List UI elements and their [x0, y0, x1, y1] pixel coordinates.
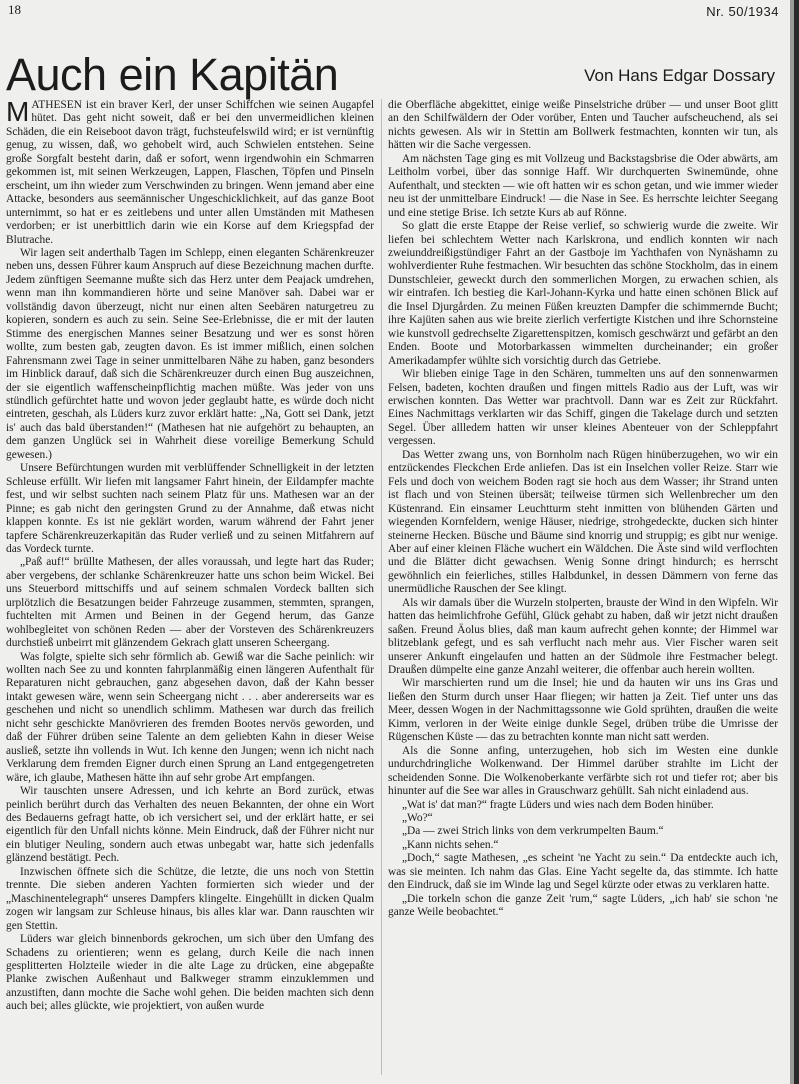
column-divider [381, 99, 382, 1075]
paragraph [6, 99, 374, 247]
paragraph: Wir blieben einige Tage in den Schären, tummelten uns auf den sonnenwarmen Felsen, badeten, kochten draußen und fingen mittels Radio aus der Luft, was wir erwischen konnten. Das Wetter war prachtvoll. Dann war es Zeit zur Rückfahrt. Eines Nachmittags verklarten wir das Schiff, gingen die Takelage durch und setzten Segel. Über allledem hatten wir unser kleines Abenteuer von der Schleppfahrt vergessen. [388, 368, 778, 448]
article-byline: Von Hans Edgar Dossary [584, 66, 775, 85]
paragraph: „Doch,“ sagte Mathesen, „es scheint 'ne Yacht zu sein.“ Da entdeckte auch ich, was sie meinten. Ich nahm das Glas. Eine Yacht segelte da, das stimmte. Ich hatte den Eindruck, daß sie im Winde lag und Segel kürzte oder etwas zu verklaren hatte. [388, 852, 778, 892]
paragraph: Wir marschierten rund um die Insel; hie und da hauten wir uns ins Gras und ließen den Sturm durch unser Haar fliegen; wir hatten ja Zeit. Tief unter uns das Meer, dessen Wogen in der Nachmittagssonne wie Gold sprühten, draußen die weite Kimm, verloren in der Weite einige dunkle Segel, drüben trübe die Umrisse der Rügenschen Küste — das zu betrachten konnte man nicht satt werden. [388, 677, 778, 744]
page-number: 18 [8, 2, 21, 17]
paragraph: „Da — zwei Strich links von dem verkrumpelten Baum.“ [402, 825, 664, 838]
paragraph: Unsere Befürchtungen wurden mit verblüffender Schnelligkeit in der letzten Schleuse erfüllt. Wir liefen mit langsamer Fahrt hinein, der Eildampfer machte fest, und wir selbst suchten nach seinem Platz für uns. Mathesen war an der Pinne; es gab nicht den geringsten Grund zu der Annahme, daß etwas nicht klappen konnte. Es ist nie geklärt worden, warum während der Fahrt jener tapfere Schärenkreuzerkapitän das Ruder verließ und zu seinen Mitfahrern auf das Vordeck turnte. [6, 462, 374, 555]
paragraph: „Paß auf!“ brüllte Mathesen, der alles voraussah, und legte hart das Ruder; aber vergebens, der schlanke Schärenkreuzer hatte uns schon beim Wickel. Bei uns Steuerbord mittschiffs und auf seinem schmalen Vordeck ballten sich urplötzlich die Besatzungen beider Fahrzeuge zusammen, stemmten, sprangen, fuchtelten mit Armen und Beinen in der Gegend herum, das Ganze wohlbegleitet von schönen Reden — aber der Vorsteven des Schärenkreuzers durchstieß unbeirrt mit glänzendem Gekrach glatt unseren Scheergang. [6, 556, 374, 650]
issue-number: Nr. 50/1934 [706, 4, 779, 19]
right-column [388, 99, 778, 1077]
paragraph: Inzwischen öffnete sich die Schütze, die letzte, die uns noch von Stettin trennte. Die sieben anderen Yachten formierten sich wieder und der „Maschinentelegraph“ unseres Dampfers klingelte. Eingehüllt in dicken Qualm zogen wir langsam zur Schleuse hinaus, bis alles klar war. Dann rauschten wir gen Stettin. [6, 865, 374, 932]
paragraph: Das Wetter zwang uns, von Bornholm nach Rügen hinüberzugehen, wo wir ein entzückendes Fleckchen Erde anliefen. Das ist ein Inselchen voller Reize. Starr wie Fels und doch von weichem Boden ragt sie hoch aus dem Wasser; ihr Strand unten ist flach und von Steinen übersät; teilweise türmen sich Wellenbrecher um den Küstenrand. Ein einsamer Leuchtturm steht inmitten von blühenden Gärten und wiegenden Kornfeldern, wenige Häuser, niedrige, strohgedeckte, ducken sich hinter steinerne Hecken. Büsche und Bäume sind knorrig und struppig; es gibt nur wenige. Aber auf einer kleinen Fläche wuchert ein Wäldchen. Die Äste sind wild verflochten und die Blätter dicht gewachsen. Wenig Sonne dringt hindurch; es herrscht gewöhnlich ein feierliches, stilles Halbdunkel, in dessen Dämmern von ferne das unermüdliche Rauschen der See klingt. [388, 448, 778, 596]
paragraph: „Wat is' dat man?“ fragte Lüders und wies nach dem Boden hinüber. [402, 798, 714, 811]
paragraph: Lüders war gleich binnenbords gekrochen, um sich über den Umfang des Schadens zu orientieren; wenn es gelang, durch Keile die nach innen gesplitterten Holzteile wieder in die alte Lage zu drücken, eine abgepaßte Planke zwischen Außenhaut und Balkweger stramm einzuklemmen und anzustiften, dann mochte die Sache wohl gehen. Die beiden machten sich denn auch bei; alles glückte, wie projektiert, von außen wurde [6, 933, 374, 1013]
article-title: Auch ein Kapitän [6, 49, 339, 100]
drop-cap: M [6, 99, 30, 127]
left-column [6, 99, 374, 1077]
paragraph-text: ATHESEN ist ein braver Kerl, der unser Schiffchen wie seinen Augapfel hütet. Das geht nicht soweit, daß er bei den unvermeidlichen kleinen Schäden, die ein Reiseboot davon trägt, fuchsteufelswild wird; er ist vernünftig genug, zu wissen, daß, wo gehobelt wird, auch Schwielen entstehen. Seine große Sorgfalt besteht darin, daß er sofort, wenn irgendwohin ein Schmarren gekommen ist, mit seinen Werkzeugen, Lappen, Flaschen, Töpfen und Pinseln erscheint, um ihn wieder zum Verschwinden zu bringen. Wenn jemand aber eine Attacke, besonders aus seemännischer Ungeschicklichkeit, auf das ganze Boot unternimmt, so hat er es zeitlebens und unter allen Umständen mit Mathesen verdorben; er ist unerbittlich darin wie ein Korse auf dem Kriegspfad der Blutrache. [6, 99, 374, 246]
page-binding-edge [794, 0, 799, 1084]
paragraph: Als wir damals über die Wurzeln stolperten, brauste der Wind in den Wipfeln. Wir hatten das heimlichfrohe Gefühl, Glück gehabt zu haben, daß wir jetzt nicht draußen saßen. Freund Äolus blies, daß man kaum aufrecht gehen konnte; der Himmel war blitzeblank gefegt, und es sah verflucht nach mehr aus. Vier Fischer waren seit unserer Ankunft eingelaufen und hatten an der Südmole ihre Festmacher belegt. Draußen dümpelte eine ganze Anzahl weiterer, die offenbar auch herein wollten. [388, 596, 778, 677]
paragraph: Wir tauschten unsere Adressen, und ich kehrte an Bord zurück, etwas peinlich berührt durch das Verhalten des neuen Bekannten, der ohne ein Wort des Bedauerns gefragt hatte, ob ich versichert sei, und der erklärt hatte, er sei eigentlich für den Unfall nichts könne. Mein Eindruck, daß der Führer nicht nur ein blutiger Neuling, sondern auch etwas unbegabt war, hatte sich jedenfalls glänzend bestätigt. Pech. [6, 785, 374, 865]
paragraph: So glatt die erste Etappe der Reise verlief, so schwierig wurde die zweite. Wir liefen bei schlechtem Wetter nach Karlskrona, und endlich konnten wir nach zweiunddreißigstündiger Fahrt an der Gastboje im Yachthafen von Nynäshamn zu wohlverdienter Ruhe festmachen. Wir besuchten das schöne Stockholm, das in einem Dunstschleier, geweckt durch den sommerlichen Morgen, zu erwachen schien, als wir eintrafen. Ich bestieg die Karl-Johann-Kyrka und hatte einen schönen Blick auf die Insel Djurgården. Zu meinen Füßen kreuzten Dampfer die schimmernde Bucht; ihre Kajüten sahen aus wie breite zierlich verfertigte Kistchen und ihre Schornsteine wie kunstvoll gedrechselte Zigarettenspitzen, komisch geschwärzt und gefärbt an den Enden. Boote und Motorbarkassen wimmelten durcheinander; ein großer Amerikadampfer wühlte sich vorsichtig durch das Getriebe. [388, 220, 778, 367]
paragraph: Am nächsten Tage ging es mit Vollzeug und Backstagsbrise die Oder abwärts, am Leitholm vorbei, über das sonnige Haff. Wir durchquerten Swinemünde, ohne Aufenthalt, und steckten — wie oft hatten wir es schon getan, und wie immer wieder neu ist der unmittelbare Eindruck! — die Nase in See. Es herrschte leichter Seegang und eine stetige Brise. Ich setzte Kurs ab auf Rönne. [388, 152, 778, 219]
paragraph: „Wo?“ [402, 812, 433, 825]
paragraph: „Kann nichts sehen.“ [402, 838, 499, 851]
paragraph: Wir lagen seit anderthalb Tagen im Schlepp, einen eleganten Schärenkreuzer neben uns, dessen Führer kaum Anspruch auf diese Bezeichnung machen durfte. Jedem zünftigen Seemanne mußte sich das Herz unter dem Peajack umdrehen, wenn man ihn kommandieren hörte und seine Manöver sah. Dabei war er vollständig davon überzeugt, nicht nur einen alten Seebären naturgetreu zu kopieren, sondern es auch zu sein. Seine See-Erlebnisse, die er mit der lauten Stimme des energischen Mannes seiner Besatzung und wer es sonst hören wollte, zum besten gab, zeugten davon. Es ist immer mißlich, einen solchen Fahrensmann zwei Tage in seiner unmittelbaren Nähe zu haben, ganz besonders im Hinblick darauf, daß sich die Schärenkreuzer durch einen Bug auszeichnen, der sie eigentlich waffenscheinpflichtig machen müßte. Was jeder von uns stündlich gefürchtet hatte und wovon jeder geglaubt hatte, es würde doch nicht eintreten, geschah, als Lüders kurz zuvor erklärt hatte: „Na, Gott sei Dank, jetzt is' auch das bald überstanden!“ (Mathesen hat nie aufgehört zu behaupten, an dem ganzen Unglück sei in Wahrheit diese voreilige Bemerkung Schuld gewesen.) [6, 246, 374, 461]
paragraph: die Oberfläche abgekittet, einige weiße Pinselstriche drüber — und unser Boot glitt an den Schilfwäldern der Oder vorüber, Enten und Taucher aufscheuchend, als sei nichts gewesen. Als wir in Stettin am Bollwerk festmachten, konnten wir tun, als hätten wir die Sache vergessen. [388, 99, 778, 152]
paragraph: „Die torkeln schon die ganze Zeit 'rum,“ sagte Lüders, „ich hab' sie schon 'ne ganze Weile beobachtet.“ [388, 892, 778, 919]
paragraph: Als die Sonne anfing, unterzugehen, hob sich im Westen eine dunkle undurchdringliche Wolkenwand. Der Himmel darüber strahlte im Licht der scheidenden Sonne. Die Wolkenoberkante verfärbte sich rot und tiefer rot; aber bis hinunter auf die See war alles in Grauschwarz gehüllt. Sah nicht einladend aus. [388, 744, 778, 798]
paragraph: Was folgte, spielte sich sehr förmlich ab. Gewiß war die Sache peinlich: wir wollten nach See zu und konnten fahrplanmäßig einen längeren Aufenthalt für Reparaturen nicht gebrauchen, ganz abgesehen davon, daß der Kahn besser intakt gewesen wäre, wenn sein Scheergang nicht . . . aber andererseits war es geschehen und nicht so unendlich schlimm. Mathesen war durch das freilich nicht sehr geschickte Manövrieren des fremden Bootes nervös geworden, und daß der Führer drüben seine Talente an dem geliebten Kahn in dieser Weise ausließ, setzte ihn vollends in Wut. Ich kenne den Jungen; wenn ich nicht nach Verklarung dem fremden Eigner durch einen Sprung an Land entgegengetreten wäre, ich glaube, Mathesen hätte ihn auf sehr grobe Art empfangen. [6, 650, 374, 784]
